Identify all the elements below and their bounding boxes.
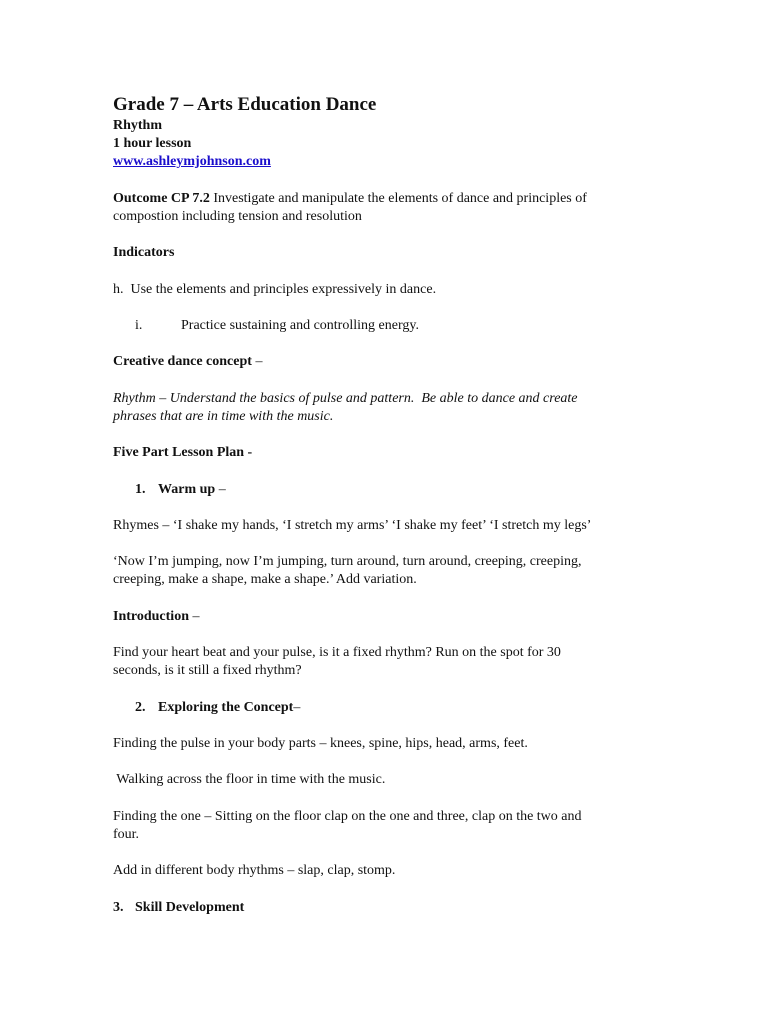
warmup-number: 1. xyxy=(135,482,146,497)
warmup-heading xyxy=(158,481,226,499)
body-rhythms-line: Add in different body rhythms – slap, clap, stomp. xyxy=(113,863,396,878)
topic-line: Rhythm xyxy=(113,118,163,133)
pulse-line: Finding the pulse in your body parts – knees, spine, hips, head, arms, feet. xyxy=(113,736,528,751)
outcome-line-1 xyxy=(113,190,587,208)
jumping-line-1: ‘Now I’m jumping, now I’m jumping, turn around, turn around, creeping, creeping, xyxy=(113,554,582,569)
explore-label: Exploring the Concept xyxy=(158,700,294,715)
duration-line: 1 hour lesson xyxy=(113,136,192,151)
skill-number: 3. xyxy=(113,900,124,915)
intro-heading xyxy=(113,608,199,626)
creative-heading-dash: – xyxy=(251,354,263,369)
plan-heading: Five Part Lesson Plan - xyxy=(113,445,253,460)
document-title: Grade 7 – Arts Education Dance xyxy=(113,94,377,115)
skill-heading: Skill Development xyxy=(135,900,245,915)
indicator-i-marker: i. xyxy=(135,318,143,333)
explore-heading xyxy=(158,699,300,717)
one-line-1: Finding the one – Sitting on the floor clap on the one and three, clap on the two and xyxy=(113,809,582,824)
intro-label: Introduction xyxy=(113,609,189,624)
rhymes-line: Rhymes – ‘I shake my hands, ‘I stretch my arms’ ‘I shake my feet’ ‘I stretch my legs’ xyxy=(113,518,592,533)
creative-text-2: phrases that are in time with the music. xyxy=(113,409,334,424)
indicator-i-text: Practice sustaining and controlling energy. xyxy=(181,318,419,333)
warmup-dash: – xyxy=(215,482,226,497)
intro-line-1: Find your heart beat and your pulse, is it a fixed rhythm? Run on the spot for 30 xyxy=(113,645,561,660)
one-line-2: four. xyxy=(113,827,140,842)
indicator-h: h. Use the elements and principles expressively in dance. xyxy=(113,282,437,297)
outcome-label: Outcome CP 7.2 xyxy=(113,191,210,206)
explore-dash: – xyxy=(293,700,301,715)
explore-number: 2. xyxy=(135,700,146,715)
creative-heading xyxy=(113,353,262,371)
intro-dash: – xyxy=(188,609,200,624)
outcome-line-2: compostion including tension and resolution xyxy=(113,209,362,224)
warmup-label: Warm up xyxy=(158,482,216,497)
walking-line: Walking across the floor in time with the music. xyxy=(113,772,386,787)
outcome-text-1: Investigate and manipulate the elements of dance and principles of xyxy=(209,191,587,206)
intro-line-2: seconds, is it still a fixed rhythm? xyxy=(113,663,302,678)
website-link[interactable]: www.ashleymjohnson.com xyxy=(113,154,271,169)
indicators-heading: Indicators xyxy=(113,245,175,260)
creative-text-1: Rhythm – Understand the basics of pulse and pattern. Be able to dance and create xyxy=(113,391,578,406)
jumping-line-2: creeping, make a shape, make a shape.’ Add variation. xyxy=(113,572,417,587)
creative-heading-label: Creative dance concept xyxy=(113,354,252,369)
